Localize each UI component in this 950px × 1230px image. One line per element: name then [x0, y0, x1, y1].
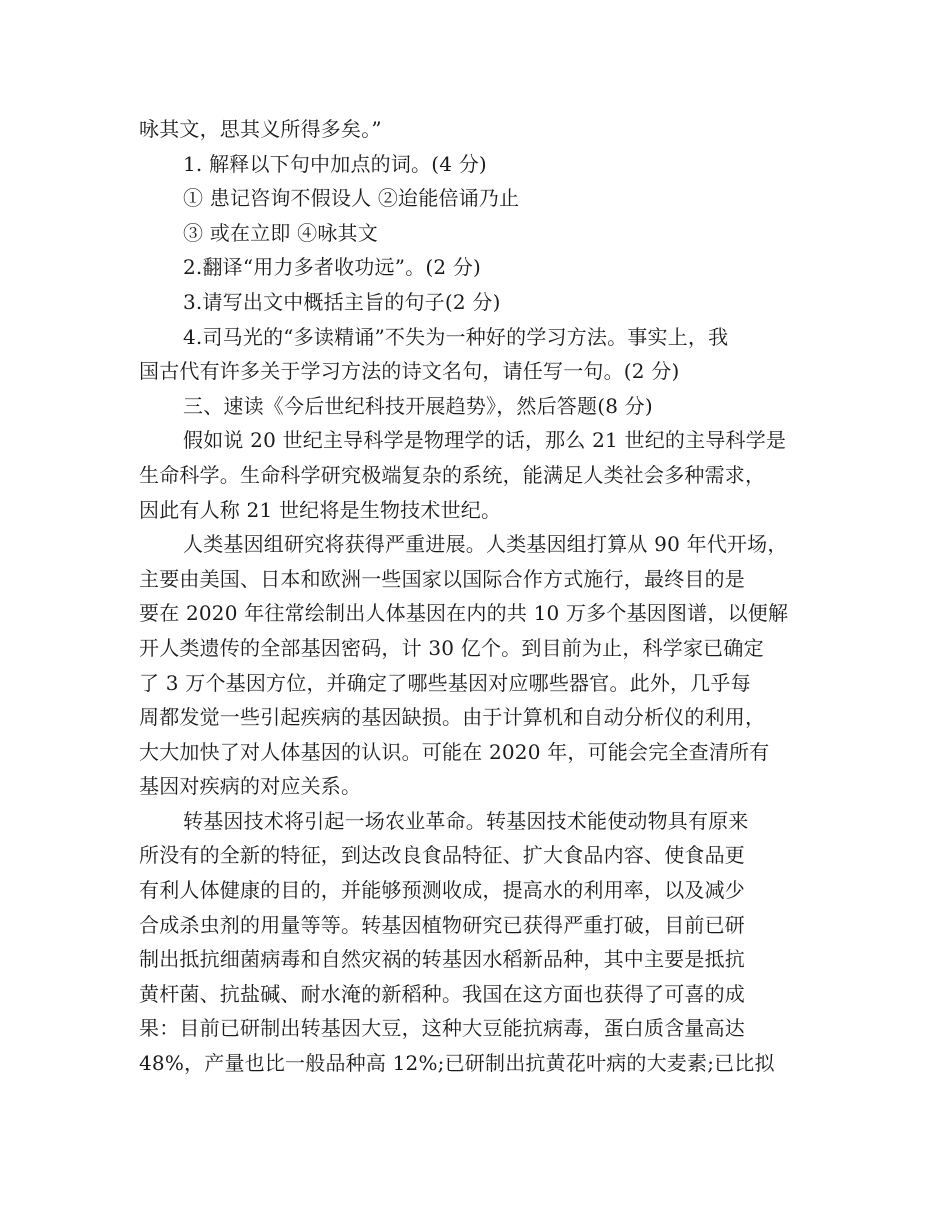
text-line: 合成杀虫剂的用量等等。转基因植物研究已获得严重打破，目前已研: [139, 912, 745, 937]
text-line: 大大加快了对人体基因的认识。可能在 2020 年，可能会完全查清所有: [139, 739, 770, 764]
text-line: 制出抵抗细菌病毒和自然灾祸的转基因水稻新品种，其中主要是抵抗: [139, 947, 745, 972]
text-line: 3.请写出文中概括主旨的句子(2 分): [183, 289, 501, 314]
text-line: 主要由美国、日本和欧洲一些国家以国际合作方式施行，最终目的是: [139, 566, 745, 591]
text-line: 了 3 万个基因方位，并确定了哪些基因对应哪些器官。此外，几乎每: [139, 670, 751, 695]
text-line: 所没有的全新的特征，到达改良食品特征、扩大食品内容、使食品更: [139, 843, 745, 868]
text-line: 果：目前已研制出转基因大豆，这种大豆能抗病毒，蛋白质含量高达: [139, 1016, 745, 1041]
text-line: ③ 或在立即 ④咏其文: [183, 220, 378, 245]
text-line: 48%，产量也比一般品种高 12%;已研制出抗黄花叶病的大麦素;已比拟: [139, 1051, 775, 1076]
text-line: ① 患记咨询不假设人 ②迨能倍诵乃止: [183, 186, 520, 211]
text-line: 4.司马光的“多读精诵”不失为一种好的学习方法。事实上，我: [183, 324, 729, 349]
text-line: 三、速读《今后世纪科技开展趋势》，然后答题(8 分): [183, 393, 653, 418]
text-line: 转基因技术将引起一场农业革命。转基因技术能使动物具有原来: [183, 808, 749, 833]
document-body: [139, 112, 811, 1081]
text-line: 黄杆菌、抗盐碱、耐水淹的新稻种。我国在这方面也获得了可喜的成: [139, 981, 745, 1006]
text-line: 2.翻译“用力多者收功远”。(2 分): [183, 255, 482, 280]
text-line: 有利人体健康的目的，并能够预测收成，提高水的利用率，以及减少: [139, 878, 745, 903]
text-line: 基因对疾病的对应关系。: [139, 774, 362, 799]
text-line: 周都发觉一些引起疾病的基因缺损。由于计算机和自动分析仪的利用，: [139, 705, 766, 730]
text-line: 人类基因组研究将获得严重进展。人类基因组打算从 90 年代开场，: [183, 532, 788, 557]
text-line: 要在 2020 年往常绘制出人体基因在内的共 10 万多个基因图谱，以便解: [139, 601, 789, 626]
text-line: 咏其文，思其义所得多矣。”: [139, 117, 382, 141]
text-line: 生命科学。生命科学研究极端复杂的系统，能满足人类社会多种需求，: [139, 462, 766, 487]
text-line: 因此有人称 21 世纪将是生物技术世纪。: [139, 497, 502, 522]
text-line: 国古代有许多关于学习方法的诗文名句，请任写一句。(2 分): [139, 359, 680, 384]
text-line: 1. 解释以下句中加点的词。(4 分): [183, 151, 487, 176]
text-line: 假如说 20 世纪主导科学是物理学的话，那么 21 世纪的主导科学是: [183, 428, 787, 453]
text-line: 开人类遗传的全部基因密码，计 30 亿个。到目前为止，科学家已确定: [139, 635, 764, 660]
